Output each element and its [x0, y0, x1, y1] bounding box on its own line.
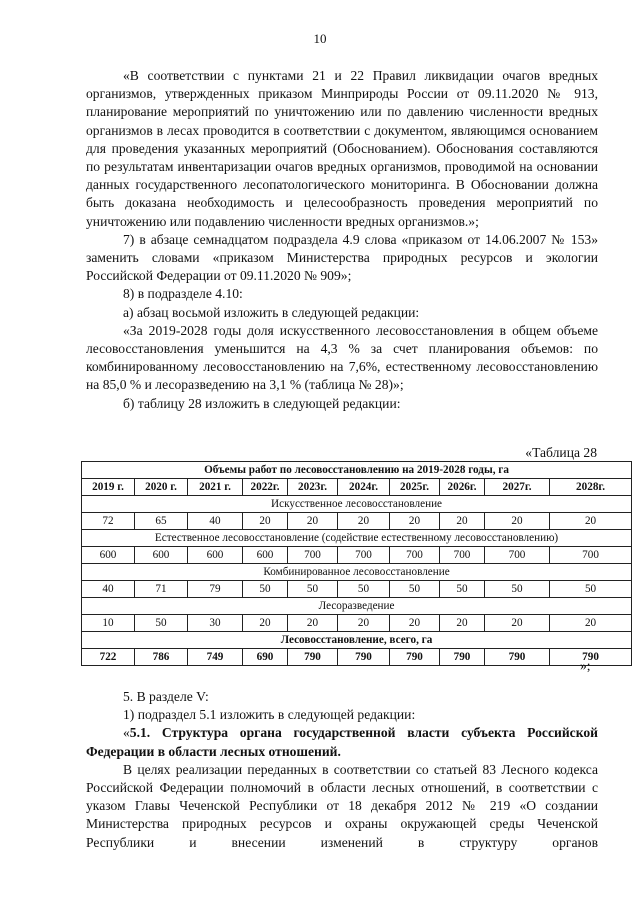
final-paragraph: В целях реализации переданных в соответствии со статьей 83 Лесного кодекса Российской Федерации полномочий в области лесных отношений, в соответствии с указом Главы Чеченской Республики от 18 декабря 2012 № 219 «О создании Министерства природных ресурсов и охраны окружающей среды Чеченской Республики и внесении изменений в структуру органов — [86, 761, 598, 850]
value-cell: 700 — [485, 547, 550, 564]
year-header-row — [82, 479, 632, 496]
item-a-paragraph: а) абзац восьмой изложить в следующей редакции: — [123, 304, 420, 320]
value-cell: 50 — [135, 615, 188, 632]
year-header: 2022г. — [243, 479, 288, 496]
value-cell: 71 — [135, 581, 188, 598]
year-header: 2023г. — [288, 479, 338, 496]
item-b-paragraph: б) таблицу 28 изложить в следующей редакции: — [123, 395, 401, 411]
reforestation-table — [81, 461, 632, 666]
section-label: Комбинированное лесовосстановление — [82, 564, 632, 581]
subsection-paragraph: 1) подраздел 5.1 изложить в следующей редакции: — [123, 707, 416, 723]
value-cell: 20 — [243, 513, 288, 530]
section-label: Искусственное лесовосстановление — [82, 496, 632, 513]
value-cell: 600 — [82, 547, 135, 564]
value-cell: 600 — [243, 547, 288, 564]
table-row — [82, 513, 632, 530]
total-cell: 790 — [550, 649, 632, 666]
total-cell: 790 — [288, 649, 338, 666]
year-header: 2024г. — [338, 479, 390, 496]
value-cell: 20 — [288, 615, 338, 632]
value-cell: 50 — [440, 581, 485, 598]
value-cell: 50 — [243, 581, 288, 598]
year-header: 2026г. — [440, 479, 485, 496]
value-cell: 700 — [550, 547, 632, 564]
total-cell: 749 — [188, 649, 243, 666]
value-cell: 20 — [440, 615, 485, 632]
value-cell: 20 — [440, 513, 485, 530]
value-cell: 20 — [288, 513, 338, 530]
year-header: 2025г. — [390, 479, 440, 496]
quoted-reforestation-paragraph: «За 2019-2028 годы доля искусственного лесовосстановления в общем объеме лесовосстановления уменьшится на 4,3 % за счет планирования объемов: по комбинированному лесовосстановлению на 7,6%, естественному лесовосстановлению на 85,0 % и лесоразведению на 3,1 % (таблица № 28)»; — [86, 322, 598, 393]
table-row — [82, 615, 632, 632]
item-8-paragraph: 8) в подразделе 4.10: — [123, 286, 243, 302]
top-text-block — [86, 67, 598, 413]
value-cell: 50 — [288, 581, 338, 598]
total-cell: 790 — [390, 649, 440, 666]
year-header: 2021 г. — [188, 479, 243, 496]
table-row — [82, 547, 632, 564]
section-5-paragraph: 5. В разделе V: — [123, 689, 209, 704]
value-cell: 40 — [188, 513, 243, 530]
value-cell: 20 — [338, 615, 390, 632]
table-caption: «Таблица 28 — [525, 445, 597, 460]
section-label: Лесоразведение — [82, 598, 632, 615]
bottom-text-block — [86, 688, 598, 852]
total-cell: 790 — [485, 649, 550, 666]
subsection-heading — [86, 724, 598, 760]
value-cell: 20 — [485, 615, 550, 632]
value-cell: 10 — [82, 615, 135, 632]
value-cell: 20 — [390, 513, 440, 530]
value-cell: 40 — [82, 581, 135, 598]
value-cell: 700 — [338, 547, 390, 564]
quoted-paragraph: «В соответствии с пунктами 21 и 22 Правил ликвидации очагов вредных организмов, утвержденных приказом Минприроды России от 09.11.2020 № 913, планирование мероприятий по уничтожению или по давлению численности вредных организмов в лесах проводится в соответствии с документом, являющимся основанием для проведения указанных мероприятий (Обоснованием). Обоснования составляются по результатам инвентаризации очагов вредных организмов, проводимой на основании данных государственного лесопатологического мониторинга. В Обосновании должна быть доказана необходимость и целесообразность проведения мероприятий по уничтожению или подавлению численности вредных организмов.»; — [86, 68, 598, 229]
value-cell: 20 — [550, 513, 632, 530]
value-cell: 20 — [390, 615, 440, 632]
value-cell: 20 — [338, 513, 390, 530]
year-header: 2020 г. — [135, 479, 188, 496]
total-cell: 790 — [338, 649, 390, 666]
total-cell: 786 — [135, 649, 188, 666]
year-header: 2028г. — [550, 479, 632, 496]
value-cell: 50 — [338, 581, 390, 598]
total-row — [82, 649, 632, 666]
value-cell: 50 — [550, 581, 632, 598]
value-cell: 600 — [188, 547, 243, 564]
value-cell: 79 — [188, 581, 243, 598]
value-cell: 50 — [485, 581, 550, 598]
value-cell: 72 — [82, 513, 135, 530]
total-cell: 690 — [243, 649, 288, 666]
heading-text: 5.1. Структура органа государственной власти субъекта Российской Федерации в области лесных отношений. — [86, 725, 598, 759]
year-header: 2019 г. — [82, 479, 135, 496]
value-cell: 20 — [243, 615, 288, 632]
table-closing-quote: »; — [580, 658, 591, 673]
total-cell: 722 — [82, 649, 135, 666]
item-7-paragraph: 7) в абзаце семнадцатом подраздела 4.9 слова «приказом от 14.06.2007 № 153» заменить словами «приказом Министерства природных ресурсов и экологии Российской Федерации от 09.11.2020 № 909»; — [86, 231, 598, 284]
value-cell: 50 — [390, 581, 440, 598]
table-row — [82, 581, 632, 598]
page-number: 10 — [313, 31, 327, 46]
value-cell: 65 — [135, 513, 188, 530]
section-label: Естественное лесовосстановление (содействие естественному лесовосстановлению) — [82, 530, 632, 547]
value-cell: 700 — [440, 547, 485, 564]
value-cell: 700 — [288, 547, 338, 564]
value-cell: 600 — [135, 547, 188, 564]
value-cell: 30 — [188, 615, 243, 632]
total-label: Лесовосстановление, всего, га — [82, 632, 632, 649]
value-cell: 20 — [485, 513, 550, 530]
table-title: Объемы работ по лесовосстановлению на 2019-2028 годы, га — [82, 462, 632, 479]
total-cell: 790 — [440, 649, 485, 666]
value-cell: 700 — [390, 547, 440, 564]
year-header: 2027г. — [485, 479, 550, 496]
heading-quote: « — [123, 725, 130, 741]
value-cell: 20 — [550, 615, 632, 632]
